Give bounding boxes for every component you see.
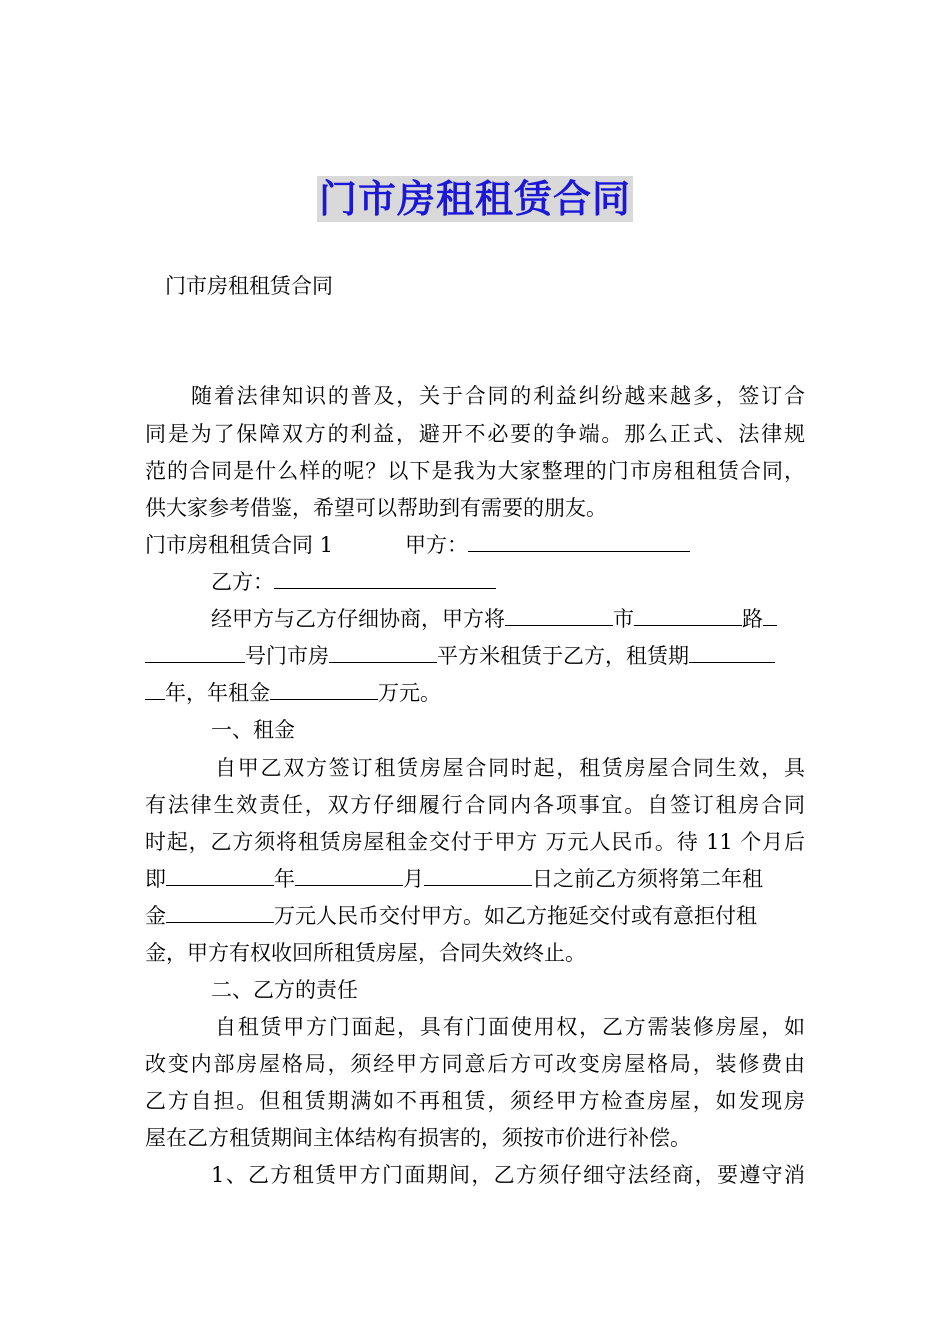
subtitle: 门市房租租赁合同 (165, 274, 333, 298)
party-a-blank (468, 531, 690, 552)
section1-line-1: 自甲乙双方签订租赁房屋合同时起，租赁房屋合同生效，具 (215, 756, 805, 780)
terms-text: 市 (613, 607, 634, 631)
term-blank-start (689, 642, 775, 663)
rent-blank (270, 679, 378, 700)
document-title: 门市房租租赁合同 (318, 177, 631, 221)
terms-line-3 (145, 679, 441, 707)
terms-text: 年，年租金 (165, 681, 270, 705)
terms-line-1 (211, 605, 777, 633)
party-a-line (405, 531, 690, 559)
contract-heading: 门市房租租赁合同 1 (145, 533, 334, 557)
section2-line-1: 自租赁甲方门面起，具有门面使用权，乙方需装修房屋，如 (215, 1015, 805, 1039)
section1-text: 年 (274, 867, 295, 891)
year-blank (166, 865, 274, 886)
section1-text: 日之前乙方须将第二年租 (532, 867, 763, 891)
terms-text: 号门市房 (245, 644, 329, 668)
terms-text: 路 (742, 607, 763, 631)
party-b-label: 乙方： (211, 570, 274, 594)
city-blank (505, 605, 613, 626)
section1-line-6: 金，甲方有权收回所租赁房屋，合同失效终止。 (145, 941, 586, 965)
section1-heading: 一、租金 (211, 718, 295, 742)
second-rent-blank (166, 902, 274, 923)
party-a-label: 甲方： (405, 533, 468, 557)
section1-line-3: 时起，乙方须将租赁房屋租金交付于甲方 万元人民币。待 11 个月后 (145, 830, 805, 854)
party-b-blank (274, 568, 496, 589)
section2-heading: 二、乙方的责任 (211, 978, 358, 1002)
section1-line-2: 有法律生效责任，双方仔细履行合同内各项事宜。自签订租房合同 (145, 793, 805, 817)
section2-line-3: 乙方自担。但租赁期满如不再租赁，须经甲方检查房屋，如发现房 (145, 1089, 805, 1113)
section1-line-4 (145, 865, 763, 893)
area-blank (329, 642, 437, 663)
section2-item-1: 1、乙方租赁甲方门面期间，乙方须仔细守法经商，要遵守消 (211, 1163, 805, 1187)
month-blank (295, 865, 403, 886)
section1-text: 万元人民币交付甲方。如乙方拖延交付或有意拒付租 (274, 904, 757, 928)
section1-line-5 (145, 902, 757, 930)
intro-line-3: 范的合同是什么样的呢？以下是我为大家整理的门市房租租赁合同， (145, 459, 805, 483)
document-title-wrap (0, 176, 950, 222)
day-blank (424, 865, 532, 886)
section1-text: 月 (403, 867, 424, 891)
road-blank (634, 605, 742, 626)
number-blank-start (763, 605, 777, 626)
term-blank (145, 679, 165, 700)
section1-text: 即 (145, 867, 166, 891)
intro-line-4: 供大家参考借鉴，希望可以帮助到有需要的朋友。 (145, 496, 607, 520)
section2-line-4: 屋在乙方租赁期间主体结构有损害的，须按市价进行补偿。 (145, 1126, 691, 1150)
section2-line-2: 改变内部房屋格局，须经甲方同意后方可改变房屋格局，装修费由 (145, 1052, 805, 1076)
intro-line-1: 随着法律知识的普及，关于合同的利益纠纷越来越多，签订合 (191, 384, 805, 408)
terms-text: 平方米租赁于乙方，租赁期 (437, 644, 689, 668)
section1-text: 金 (145, 904, 166, 928)
number-blank (145, 642, 245, 663)
party-b-line (211, 568, 496, 596)
intro-line-2: 同是为了保障双方的利益，避开不必要的争端。那么正式、法律规 (145, 422, 805, 446)
terms-text: 万元。 (378, 681, 441, 705)
terms-text: 经甲方与乙方仔细协商，甲方将 (211, 607, 505, 631)
terms-line-2 (145, 642, 775, 670)
